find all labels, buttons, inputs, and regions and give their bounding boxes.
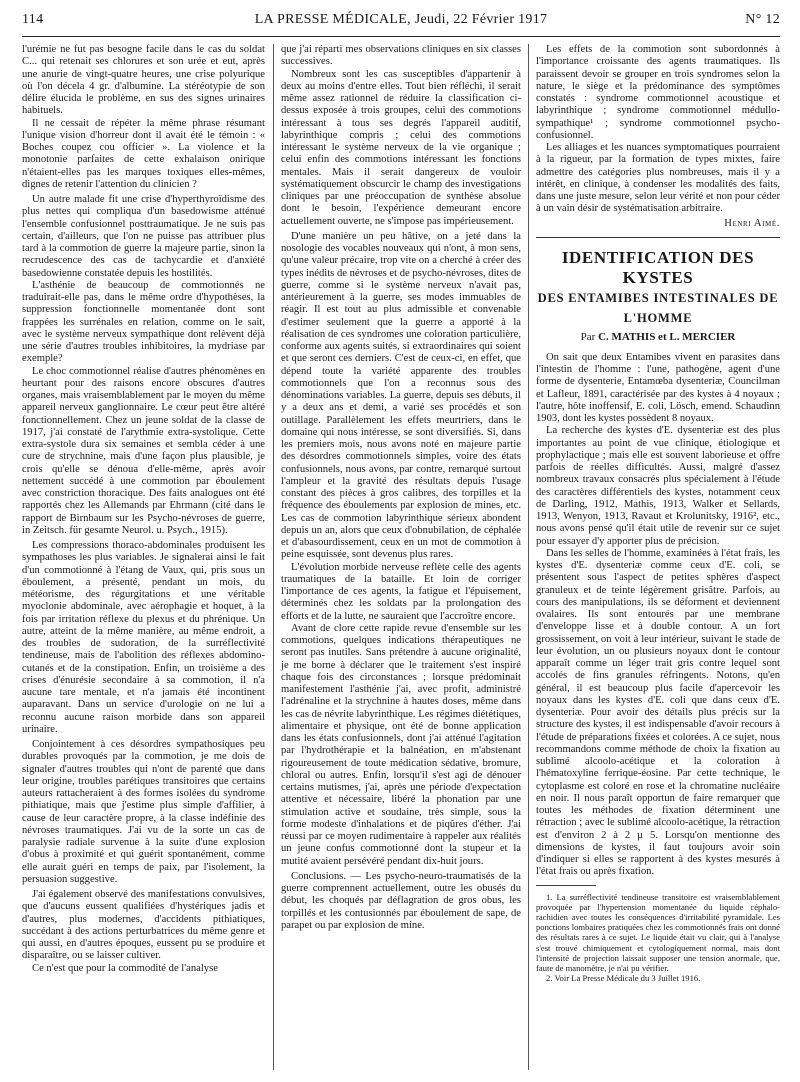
paragraph: Conjointement à ces désordres sympathosiques peu durables provoqués par la commotion, je me dois de signaler d'autres troubles qui n'ont de parenté que dans leur origine, troubles parétiques transitoires que certains auteurs rattacheraient à des formes isolées du syndrome pithiatique, mais que j'estime plus simple d'affilier, à cause de leur caractère propre, à la classe indéfinie des névroses traumatiques. J'ai vu de la sorte un cas de paralysie radiale survenue à la suite d'une explosion d'obus à proximité et qui guérit spontanément, comme elle aurait guéri en temps de paix, par l'isolement, la persuasion suggestive.	[22, 739, 265, 885]
footnote: 1. La surréflectivité tendineuse transitoire est vraisemblablement provoquée par l'hypertension momentanée du liquide céphalo-rachidien avec toutes les conséquences d'irritabilité pyramidale. Les ponctions lombaires pratiquées chez les commotionnés frais ont donné des résultats rares à ce sujet. Le liquide était vu clair, qui à l'analyse s'est trouvé chimiquement et cytologiquement normal, mais dont l'intensité de projection laissait supposer une tension anormale, que, faute de manomètre, je n'ai pu vérifier.	[536, 891, 780, 973]
article-byline	[536, 328, 780, 346]
article-separator	[536, 237, 780, 238]
paragraph: Avant de clore cette rapide revue d'ensemble sur les commotions, quelques indications thérapeutiques ne seront pas inutiles. Sans prétendre à aucune originalité, je me borne à déclarer que le traitement s'est inspiré chaque fois des circonstances ; lorsque prédominait manifestement l'asthénie j'ai, avec profit, administré l'adrénaline et la strychnine à hautes doses, même dans les cas de névrite labyrinthique. Les régimes diététiques, alimentaire et physique, ont été de bonne application dans les états confusionnels, dont j'ai atténué l'agitation par l'hydrothérapie et la balnéation, en m'abstenant rigoureusement de toute médication sédative, bromure, chloral ou autres. Enfin, lorsqu'il s'est agi de dénouer certains mutismes, j'ai, après une période d'expectation attentive et nécessaire, libéré la phonation par une stimulation active et soudaine, très simple, sous la forme modeste d'inhalations et de piqûres d'éther. J'ai réussi par ce moyen rudimentaire à rappeler aux réalités un jeune confus commotionné dont la stupeur et la mutité avaient persévéré pendant dix-huit jours.	[281, 622, 521, 867]
column-divider	[273, 44, 274, 1070]
paragraph: l'urémie ne fut pas besogne facile dans le cas du soldat C... qui retenait ses chlorures et son urée et eut, après une anurie de vingt-quatre heures, une crise polyurique où l'on décela 4 gr. d'albumine. La stéréotypie de son délire élucida le problème, en sus des signes urinaires habituels.	[22, 44, 265, 117]
journal-title: LA PRESSE MÉDICALE, Jeudi, 22 Février 1917	[254, 12, 548, 27]
paragraph: Dans les selles de l'homme, examinées à l'état frais, les kystes d'E. dysenteriæ comme ceux d'E. coli, se présentent sous l'aspect de petites sphères d'aspect granuleux et de teinte légèrement grisâtre. Parfois, au cours des manipulations, ils se déforment et deviennent ovalaires. Ils sont entourés par une membrane d'enveloppe lisse et à double contour. A un fort grossissement, on voit à leur intérieur, suivant le stade de leur évolution, un ou plusieurs noyaux dont le contour apparaît comme un léger trait gris contre lequel sont accolés de fins granules réfringents. Notons, qu'en général, il est beaucoup plus facile d'apercevoir les noyaux dans les kystes d'E. coli que dans ceux d'E. dysenteriæ. Pour avoir des détails plus précis sur la structure des kystes, il est indispensable d'avoir recours à l'étude de préparations fixées et colorées. A ce sujet, nous recommandons comme méthode de choix la fixation au sublimé alcoolo-acétique et la coloration à l'hématoxyline ferrique-éosine. Par cette technique, le cytoplasme est coloré en rose et la chromatine nucléaire en noir. Il nous paraît opportun de faire remarquer que toutes les méthodes de fixation déterminent une rétraction ; avec le sublimé alcoolo-acétique, la rétraction est d'environ 2 à 2 µ 5. Lorsqu'on mentionne des dimensions de kystes, il faut toujours avoir soin d'indiquer si elles se rapportent à des kystes mesurés à l'état frais ou après fixation.	[536, 547, 780, 878]
paragraph: Un autre malade fit une crise d'hyperthyroïdisme des plus nettes qui compliqua d'un basedowisme atténué l'ensemble confusionnel posttraumatique. Je ne suis pas certain, d'ailleurs, que l'on ne puisse pas attribuer plus tard à la commotion de guerre la majeure partie, sinon la recrudescence des cas de tachycardie et d'anxiété basedowienne constatée depuis les hostilités.	[22, 194, 265, 279]
column-middle	[281, 44, 521, 932]
paragraph: D'une manière un peu hâtive, on a jeté dans la nosologie des vocables nouveaux qui n'ont, à mon sens, qu'une valeur précaire, trop vite on a cherché à créer des types inédits de névroses et de psycho-névroses, dites de guerre, comme si le système nerveux n'avait pas, antérieurement à la guerre, ses modes immuables de réagir. Il est tout au plus admissible et convenable d'estimer seulement que la guerre a apporté à la réalisation de ces syndromes une coloration particulière, conforme aux agents suités, si extraordinaires qui soient et que seront ces derniers. C'est de ceux-ci, en effet, que dépend toute la variété apparente des troubles commotionnels que l'on a reconnus sous des dénominations variables. La guerre, depuis ses débuts, il y a deux ans et demi, a varié ses procédés et son outillage. Parallèlement les effets meurtriers, dans le domaine qui nous intéresse, se sont diversifiés. Si, dans les premiers mois, nous avons noté en majeure partie des désordres commotionnels simples, voire des états confusionnels, nous avons, par contre, remarqué surtout l'ampleur et la gravité des résultats depuis l'usage constant des pièces à gros calibres, des torpilles et la fréquence des éboulements par explosion de mines, etc. Les cas de commotion labyrinthique sérieux abondent depuis un an, alors que ceux d'obnubilation, de céphalée et d'abasourdissement, ceux en un mot de commotion à peine esquissée, sont devenus plus rares.	[281, 230, 521, 561]
column-left	[22, 44, 265, 975]
paragraph: Nombreux sont les cas susceptibles d'appartenir à deux au moins d'entre elles. Tout bien réfléchi, il serait même assez rationnel de réduire la classification ci-dessus exposée à trois groupes, celui des commotions intéressant à tous ses degrés l'appareil auditif, labyrinthique compris ; celui des commotions intéressant le système nerveux de la vie organique ; celui enfin des commotions intéressant les fonctions mentales. Mais il serait dangereux de vouloir systématiquement obscurcir le champ des investigations cliniques par une préoccupation de synthèse absolue dont le besoin, l'expérience demeurant encore actuellement ouverte, ne s'impose pas impérieusement.	[281, 68, 521, 227]
article-title: IDENTIFICATION DES KYSTES	[561, 247, 755, 287]
conclusions-paragraph: Conclusions. — Les psycho-neuro-traumatisés de la guerre comprennent actuellement, outre les obusés du début, les choqués par déflagration de gros obus, les torpillés et les contusionnés par éboulement de sape, de parapet ou par explosion de mine.	[281, 870, 521, 931]
paragraph: L'évolution morbide nerveuse reflète celle des agents traumatiques de la bataille. Et loin de corriger l'importance de ces agents, la fatigue et l'épuisement, déterminés chez les soldats par la prolongation des efforts et de la lutte, ne sauraient que l'accroître encore.	[281, 561, 521, 622]
column-divider	[528, 44, 529, 1070]
column-right	[536, 44, 780, 983]
page-number: 114	[22, 12, 44, 27]
paragraph: Le choc commotionnel réalise d'autres phénomènes en heurtant pour des raisons encore obscures d'autres organes, mais vraisemblablement par le moyen du même appareil nerveux ganglionnaire. Le cœur peut être altéré fonctionnellement. Chez un jeune soldat de la classe de 1917, j'ai constaté de l'arythmie extra-systolique. Cette extra-systole dura six semaines et sembla céder à une cure de strychnine, mais d'une façon plus plausible, je crois qu'elle se dénoua d'elle-même, après avoir nettement succédé à une commotion par éboulement avec constriction thoracique. Des faits analogues ont été rapportés chez les Allemands par Ehrmann (cité dans le rapport de Birnbaum sur les Psycho-névroses de guerre, in Zeitsch. für gesamte Neurol. u. Psych., 1915).	[22, 365, 265, 536]
paragraph: Les effets de la commotion sont subordonnés à l'importance croissante des agents traumatiques. Ils paraissent devoir se grouper en trois syndromes selon la nature, le siège et la prédominance des symptômes constatés : syndrome commotionnel acoustique et labyrinthique ; syndrome commotionnel médullo-sympathique¹ ; syndrome commotionnel psycho-confusionnel.	[536, 44, 780, 141]
paragraph: Il ne cessait de répéter la même phrase résumant l'unique vision d'horreur dont il avait été le témoin : « Boches coupez cou officier ». La violence et la monotonie parfaites de cette exhalaison onirique n'étaient-elles pas les marques toxiques elles-mêmes, dignes de retenir l'attention du clinicien ?	[22, 117, 265, 190]
running-header	[22, 12, 780, 34]
footnote: 2. Voir La Presse Médicale du 3 Juillet 1916.	[546, 973, 701, 984]
byline-prefix: Par	[580, 330, 596, 343]
paragraph: Les compressions thoraco-abdominales produisent les sympathoses les plus variables. Je signalerai ainsi le fait d'un commotionné à l'étang de Vaux, qui, pris sous un éboulement, a présenté, pendant un mois, du météorisme, des régurgitations et une véritable myoclonie abdominale, avec aérophagie et hoquet, à la fois par irritation réflexe du plexus et du phrénique. Un autre, atteint de la même manière, au même endroit, a des troubles de sudoration, de la surréflectivité tendineuse, mais de l'abolition des réflexes abdomino-cutanés et de la constipation. Enfin, un troisième a des crises d'énurésie secondaire à sa commotion, il n'a aucune tare mentale, et n'a jamais été incontinent auparavant. Dans un service d'urologie on ne lui a reconnu aucune raison morbide dans son appareil urinaire.	[22, 540, 265, 735]
author-signature: Henri Aimé.	[724, 217, 780, 229]
paragraph: Ce n'est que pour la commodité de l'analyse	[32, 962, 218, 974]
issue-number: N° 12	[745, 12, 780, 27]
paragraph: La recherche des kystes d'E. dysenteriæ est des plus importantes au point de vue clinique, étiologique et prophylactique ; mais elle est souvent laborieuse et offre parfois de réelles difficultés. Aussi, malgré d'assez nombreux travaux consacrés plus spécialement à l'étude des caractères différentiels des kystes, notamment ceux de Darling, 1912, Mathis, 1913, Walker et Sellards, 1913, Wenyon, 1913, Ravaut et Krolunitsky, 1916², etc., nous avons pensé qu'il était utile de revenir sur ce sujet pour essayer d'y apporter plus de précision.	[536, 425, 780, 547]
footnote-rule	[536, 885, 596, 886]
paragraph: Les alliages et les nuances symptomatiques pourraient à la rigueur, par la formation de types mixtes, faire admettre des catégories plus nombreuses, mais il y a intérêt, en clinique, à condenser les modalités des faits, dans une juste mesure, selon leur vérité et non pour céder à un vain désir de systématisation arbitraire.	[536, 142, 780, 215]
paragraph: que j'ai réparti mes observations cliniques en six classes successives.	[281, 44, 521, 68]
article-subtitle: DES ENTAMIBES INTESTINALES DE L'HOMME	[537, 290, 779, 325]
paragraph: On sait que deux Entamibes vivent en parasites dans l'intestin de l'homme : l'une, pathogène, agent d'une forme de dysenterie, Entamœba dysenteriæ, Councilman et Lafleur, 1891, caractérisée par des kystes à 4 noyaux ; l'autre, hôte inoffensif, E. coli, Lösch, emend. Schaudinn 1903, dont les kystes possèdent 8 noyaux.	[536, 351, 780, 424]
header-rule	[22, 36, 780, 37]
article-authors: C. MATHIS et L. MERCIER	[598, 330, 736, 343]
paragraph: L'asthénie de beaucoup de commotionnés ne traduirait-elle pas, dans le même ordre d'hypothèses, la suppression fonctionnelle momentanée dont sont frappées les surrénales en relation, comme on le sait, avec le système nerveux sympathique dont relèvent déjà une série d'autres troubles inhibitoires, la mydriase par exemple?	[22, 279, 265, 365]
paragraph: J'ai également observé des manifestations convulsives, que d'aucuns eussent qualifiées d'hystériques jadis et d'autres, plus modernes, d'accidents pithiatiques, succédant à des actions perturbatrices du même genre et qui aussi, en d'autres époques, eussent pu se produire et disparaître, ou se laisser cultiver.	[22, 889, 265, 962]
